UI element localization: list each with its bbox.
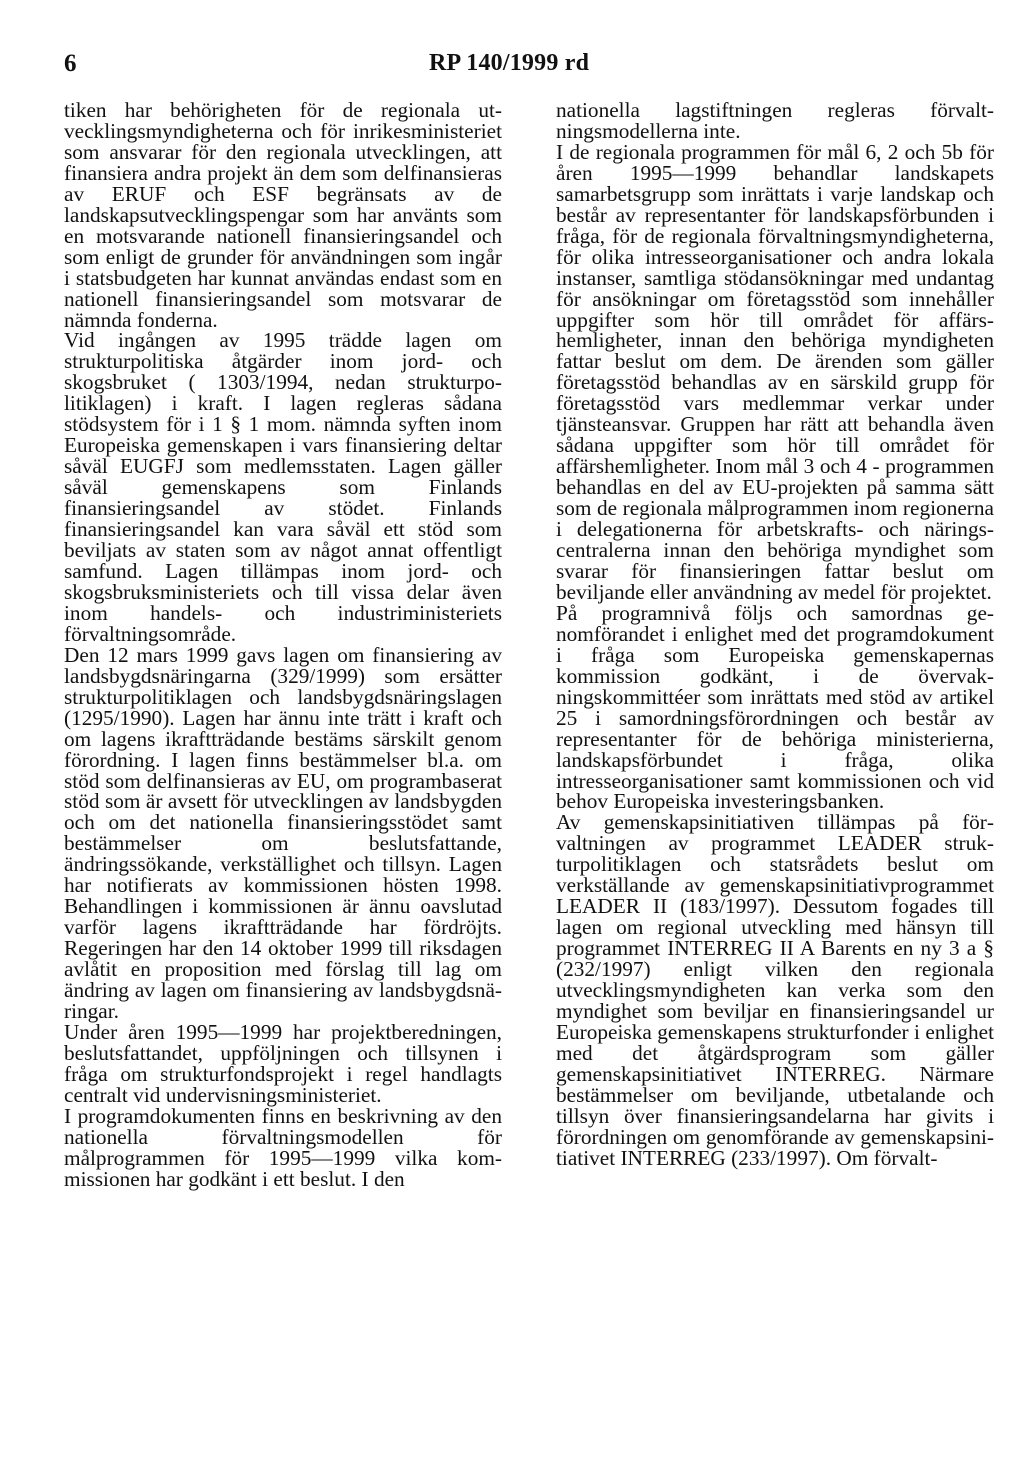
page-header (64, 50, 960, 84)
right-column (556, 100, 994, 1169)
paragraph: Under åren 1995—1999 har projektberedningen, beslutsfattandet, uppföljningen och tillsynen i fråga om strukturfondsprojekt i regel handlagts centralt vid undervisningsministeriet. (64, 1019, 502, 1107)
paragraph: På programnivå följs och samordnas genomförandet i enlighet med det programdokument i fråga som Europeiska gemenskapernas kommission godkänt, i de övervakningskommittéer som inrättats med stöd av artikel 25 i samordningsförordningen och består av representanter för de behöriga ministerierna, landskapsförbundet i fråga, olika intresseorganisationer samt kommissionen och vid behov Europeiska investeringsbanken. (556, 600, 994, 814)
paragraph: I de regionala programmen för mål 6, 2 och 5b för åren 1995—1999 behandlar landskapets samarbetsgrupp som inrättats i varje landskap och består av representanter för landskapsförbunden i fråga, för de regionala förvaltningsmyndigheterna, för olika intresseorganisationer och andra lokala instanser, samtliga stödansökningar med undantag för ansökningar om företagsstöd som innehåller uppgifter som hör till området för affärshemligheter, innan den behöriga myndigheten fattar beslut om dem. De ärenden som gäller företagsstöd behandlas av en särskild grupp för företagsstöd vars medlemmar verkar under tjänsteansvar. Gruppen har rätt att behandla även sådana uppgifter som hör till området för affärshemligheter. Inom mål 3 och 4 - programmen behandlas en del av EU-projekten på samma sätt som de regionala målprogrammen inom regionerna i delegationerna för arbetskrafts- och näringscentralerna innan den behöriga myndighet som svarar för finansieringen fattar beslut om beviljande eller användning av medel för projektet. (556, 139, 994, 604)
paragraph: Av gemenskapsinitiativen tillämpas på förvaltningen av programmet LEADER strukturpolitiklagen och statsrådets beslut om verkställande av gemenskapsinitiativprogrammet LEADER II (183/1997). Dessutom fogades till lagen om regional utveckling med hänsyn till programmet INTERREG II A Barents en ny 3 a § (232/1997) enligt vilken den regionala utvecklingsmyndigheten kan verka som den myndighet som beviljar en finansieringsandel ur Europeiska gemenskapens strukturfonder i enlighet med det åtgärdsprogram som gäller gemenskapsinitiativet INTERREG. Närmare bestämmelser om beviljande, utbetalande och tillsyn över finansieringsandelarna har givits i förordningen om genomförande av gemenskapsinitiativet INTERREG (233/1997). Om förvalt- (556, 810, 994, 1170)
paragraph: Vid ingången av 1995 trädde lagen om strukturpolitiska åtgärder inom jord- och skogsbruket ( 1303/1994, nedan strukturpolitiklagen) i kraft. I lagen regleras sådana stödsystem för i 1 § 1 mom. nämnda syften inom Europeiska gemenskapen i vars finansiering deltar såväl EUGFJ som medlemsstaten. Lagen gäller såväl gemenskapens som Finlands finansieringsandel av stödet. Finlands finansieringsandel kan vara såväl ett stöd som beviljats av staten som av något annat offentligt samfund. Lagen tillämpas inom jord- och skogsbruksministeriets och till vissa delar även inom handels- och industriministeriets förvaltningsområde. (64, 328, 502, 646)
left-column (64, 100, 502, 1190)
paragraph: Den 12 mars 1999 gavs lagen om finansiering av landsbygdsnäringarna (329/1999) som ersätter strukturpolitiklagen och landsbygdsnäringslagen (1295/1990). Lagen har ännu inte trätt i kraft och om lagens ikraftträdande bestäms särskilt genom förordning. I lagen finns bestämmelser bl.a. om stöd som delfinansieras av EU, om programbaserat stöd som är avsett för utvecklingen av landsbygden och om det nationella finansieringsstödet samt bestämmelser om beslutsfattande, ändringssökande, verkställighet och tillsyn. Lagen har notifierats av kommissionen hösten 1998. Behandlingen i kommissionen är ännu oavslutad varför lagens ikraftträdande har fördröjts. Regeringen har den 14 oktober 1999 till riksdagen avlåtit en proposition med förslag till lag om ändring av lagen om finansiering av landsbygdsnäringar. (64, 642, 502, 1023)
paragraph: tiken har behörigheten för de regionala utvecklingsmyndigheterna och för inrikesministeriet som ansvarar för den regionala utvecklingen, att finansiera andra projekt än dem som delfinansieras av ERUF och ESF begränsats av de landskapsutvecklingspengar som har använts som en motsvarande nationell finansieringsandel och som enligt de grunder för användningen som ingår i statsbudgeten har kunnat användas endast som en nationell finansieringsandel som motsvarar de nämnda fonderna. (64, 98, 502, 332)
paragraph: nationella lagstiftningen regleras förvaltningsmodellerna inte. (556, 98, 994, 143)
paragraph: I programdokumenten finns en beskrivning av den nationella förvaltningsmodellen för målprogrammen för 1995—1999 vilka kommissionen har godkänt i ett beslut. I den (64, 1103, 502, 1191)
running-head: RP 140/1999 rd (429, 50, 590, 76)
page-number: 6 (64, 50, 77, 77)
body-columns (64, 98, 994, 1430)
